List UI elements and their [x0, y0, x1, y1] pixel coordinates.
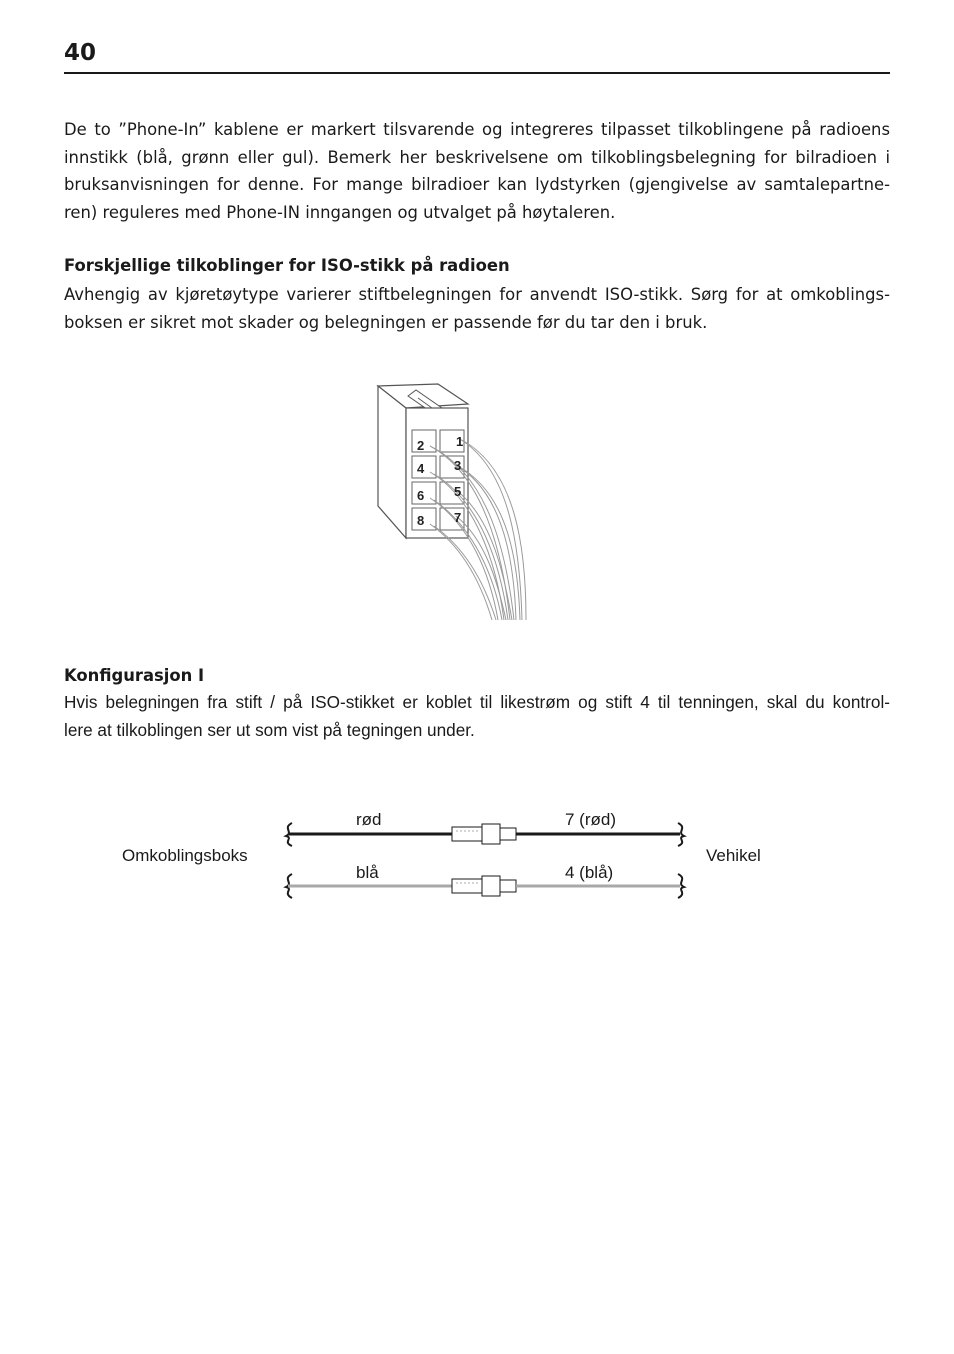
iso-connector-illustration [370, 378, 540, 628]
pin-label: 1 [456, 434, 464, 449]
wiring-diagram [270, 810, 700, 910]
pin-label: 6 [417, 488, 425, 503]
wire-blue [286, 874, 684, 898]
iso-heading: Forskjellige tilkoblinger for ISO-stikk på radioen [64, 256, 510, 275]
intro-paragraph [64, 116, 890, 226]
pin-label: 4 [417, 461, 425, 476]
iso-line-2: boksen er sikret mot skader og belegningen er passende før du tar den i bruk. [64, 312, 708, 332]
left-device-label: Omkoblingsboks [122, 846, 248, 865]
config-heading: Konfigurasjon I [64, 666, 205, 685]
config-line-2: lere at tilkoblingen ser ut som vist på tegningen under. [64, 719, 475, 740]
iso-line-1: Avhengig av kjøretøytype varierer stiftbelegningen for anvendt ISO-stikk. Sørg for at omkoblings- [64, 285, 890, 304]
intro-line-3: bruksanvisningen for denne. For mange bilradioer kan lydstyrken (gjengivelse av samtalepartne- [64, 175, 890, 194]
wire-red [286, 823, 684, 846]
wire-red-right-label: 7 (rød) [565, 810, 616, 829]
pin-label: 7 [454, 510, 462, 525]
right-device-label: Vehikel [706, 846, 761, 865]
config-paragraph [64, 689, 890, 744]
pin-label: 2 [417, 438, 425, 453]
intro-line-2: innstikk (blå, grønn eller gul). Bemerk her beskrivelsene om tilkoblingsbelegning for bilradioen i [64, 147, 890, 167]
wire-blue-left-label: blå [356, 863, 379, 882]
pin-label: 5 [454, 484, 462, 499]
connector-side-face [378, 386, 406, 538]
pin-label: 8 [417, 513, 425, 528]
pin-label: 3 [454, 458, 462, 473]
wire-red-left-label: rød [356, 810, 382, 829]
intro-line-4: ren) reguleres med Phone-IN inngangen og utvalget på høytaleren. [64, 202, 616, 222]
page-number: 40 [64, 40, 97, 66]
intro-line-1: De to ”Phone-In” kablene er markert tilsvarende og integreres tilpasset tilkoblingene på radioens [64, 120, 890, 139]
header-rule [64, 72, 890, 74]
config-line-1: Hvis belegningen fra stift / på ISO-stikket er koblet til likestrøm og stift 4 til tenningen, skal du kontrol- [64, 692, 890, 712]
iso-paragraph [64, 281, 890, 336]
wire-blue-right-label: 4 (blå) [565, 863, 614, 882]
